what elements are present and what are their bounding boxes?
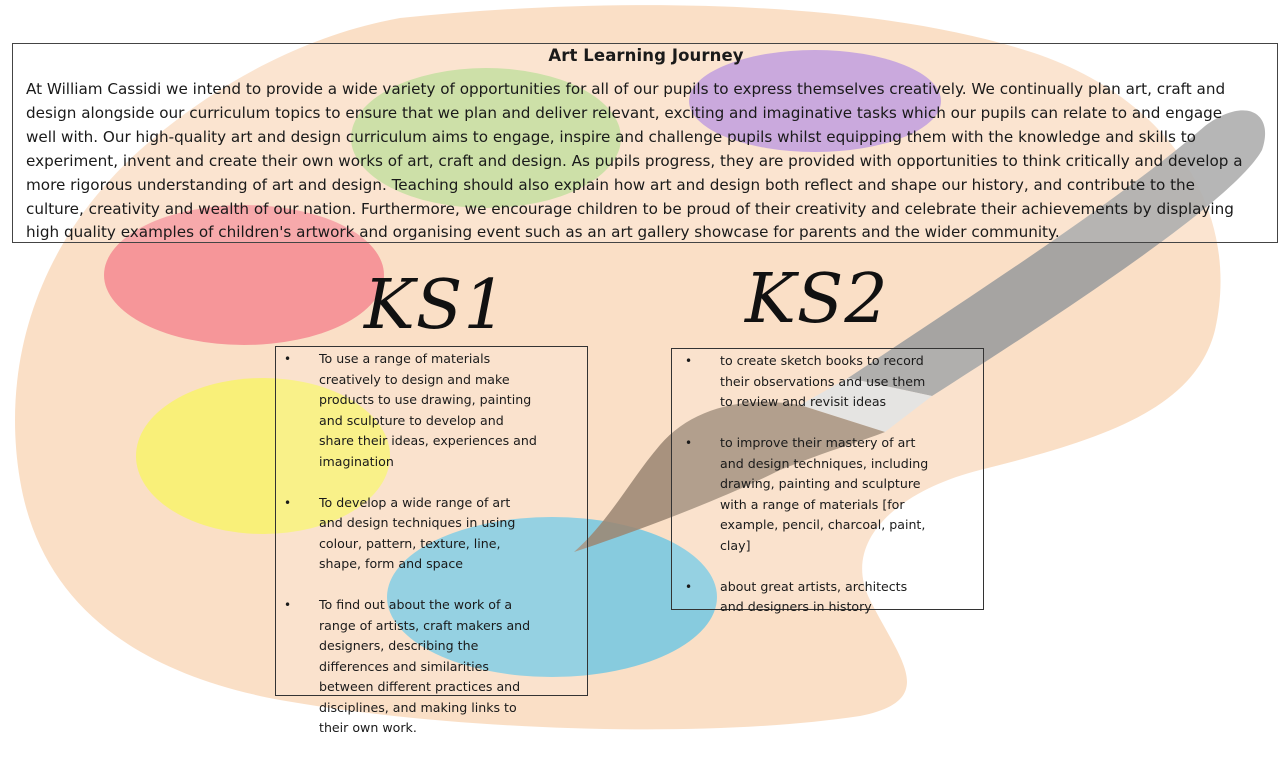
bullet-icon: •	[284, 352, 292, 366]
list-item	[276, 595, 537, 739]
bullet-icon: •	[685, 436, 693, 450]
list-item-text: To use a range of materials creatively to design and make products to use drawing, painting and sculpture to develop and share their ideas, experiences and imagination	[319, 351, 537, 469]
list-item-text: about great artists, architects and designers in history	[720, 578, 908, 614]
bullet-icon: •	[685, 354, 693, 368]
ks1-heading: KS1	[364, 266, 508, 345]
intro-section	[12, 43, 1278, 243]
intro-paragraph: At William Cassidi we intend to provide a wide variety of opportunities for all of our pupils to express themselves creatively. We continually plan art, craft and design alongside our curriculum topics to ensure that we plan and deliver relevant, exciting and imaginative tasks which our pupils can relate to and engage well with. Our high-quality art and design curriculum aims to engage, inspire and challenge pupils whilst equipping them with the knowledge and skills to experiment, invent and create their own works of art, craft and design. As pupils progress, they are provided with opportunities to think critically and develop a more rigorous understanding of art and design. Teaching should also explain how art and design both reflect and shape our history, and contribute to the culture, creativity and wealth of our nation. Furthermore, we encourage children to be proud of their creativity and celebrate their achievements by displaying high quality examples of children's artwork and organising event such as an art gallery showcase for parents and the wider community.	[26, 80, 1243, 242]
ks2-heading: KS2	[745, 260, 889, 339]
ks1-objectives-list	[276, 349, 537, 759]
list-item-text: to improve their mastery of art and design techniques, including drawing, painting and sculpture with a range of materials [for example, pencil, charcoal, paint, clay]	[720, 435, 929, 553]
list-item-text: to create sketch books to record their observations and use them to review and revisit ideas	[720, 353, 926, 409]
bullet-icon: •	[284, 598, 292, 612]
list-item-text: To find out about the work of a range of artists, craft makers and designers, describing the differences and similarities between different practices and disciplines, and making links to their own work.	[319, 597, 531, 735]
list-item	[672, 433, 930, 556]
list-item-text: To develop a wide range of art and design techniques in using colour, pattern, texture, line, shape, form and space	[319, 494, 516, 571]
bullet-icon: •	[685, 579, 693, 594]
list-item	[276, 349, 537, 472]
ks2-objectives-list	[672, 351, 930, 638]
page-title: Art Learning Journey	[548, 46, 744, 65]
palette-thumb-hole	[956, 474, 1160, 606]
bullet-icon: •	[284, 495, 292, 510]
list-item	[276, 493, 537, 575]
list-item	[672, 577, 930, 618]
list-item	[672, 351, 930, 413]
ks2-objectives-box	[671, 348, 984, 614]
ks1-objectives-box	[275, 346, 588, 735]
